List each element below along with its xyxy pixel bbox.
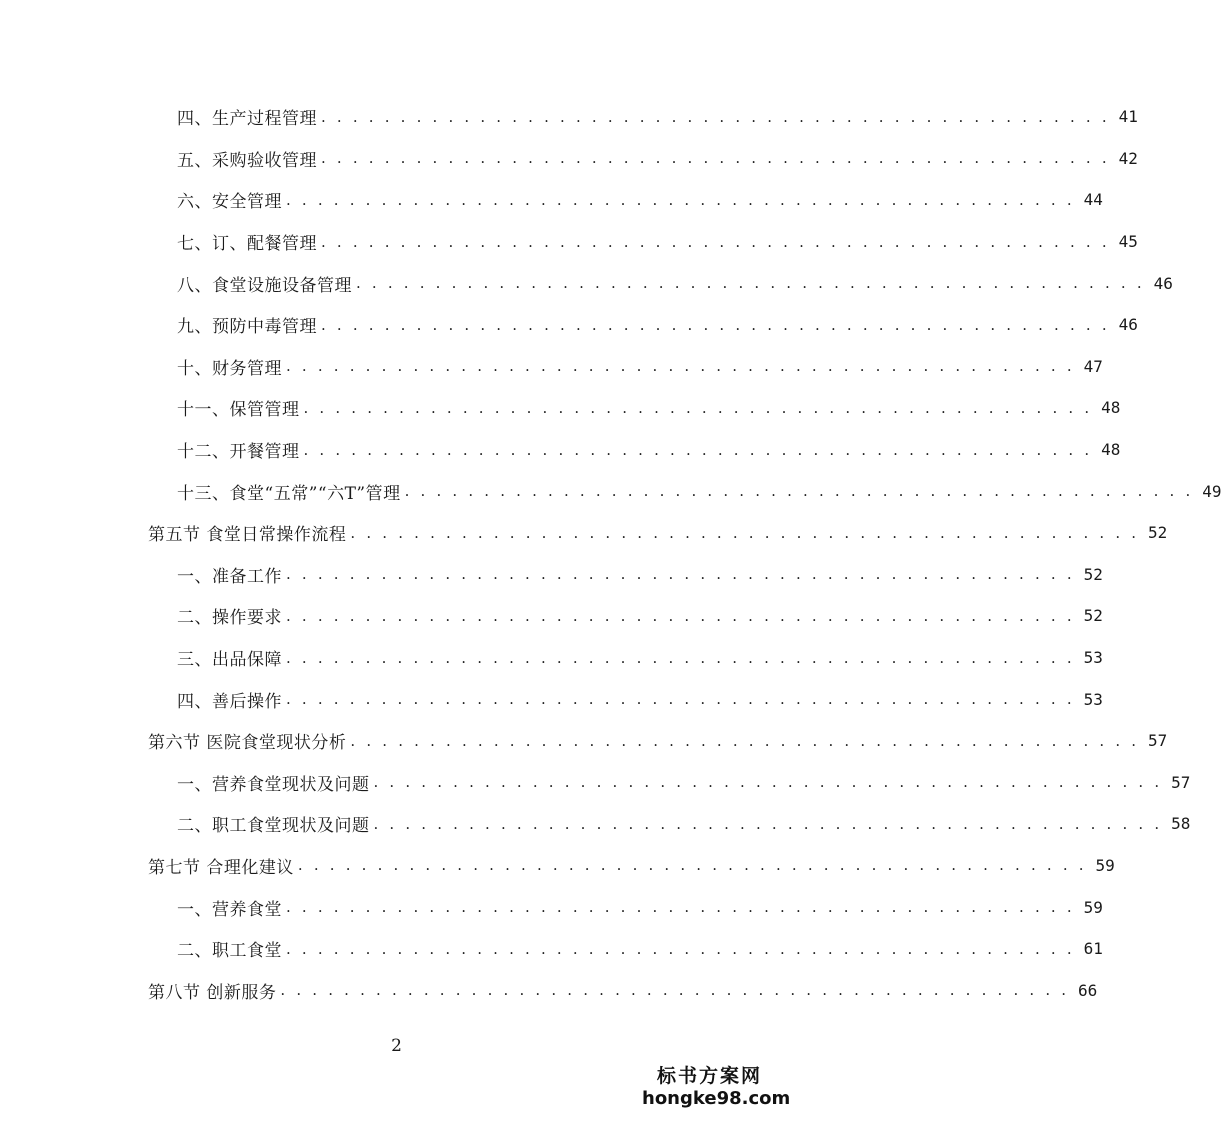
toc-entry-title: 五、采购验收管理	[177, 150, 317, 171]
toc-entry[interactable]	[0, 512, 1168, 554]
toc-leader-dots: . . . . . . . . . . . . . . . . . . . . . . . . . . . . . . . . . . . . . . . . . . . . . . . . . .	[373, 773, 1163, 792]
toc-entry-page: 48	[1101, 398, 1121, 418]
table-of-contents	[0, 96, 1221, 1011]
toc-leader-dots: . . . . . . . . . . . . . . . . . . . . . . . . . . . . . . . . . . . . . . . . . . . . . . . . . .	[321, 149, 1110, 168]
toc-leader-dots: . . . . . . . . . . . . . . . . . . . . . . . . . . . . . . . . . . . . . . . . . . . . . . . . . .	[356, 274, 1145, 293]
toc-leader-dots: . . . . . . . . . . . . . . . . . . . . . . . . . . . . . . . . . . . . . . . . . . . . . . . . . .	[321, 232, 1110, 251]
toc-entry[interactable]	[0, 678, 1103, 720]
toc-leader-dots: . . . . . . . . . . . . . . . . . . . . . . . . . . . . . . . . . . . . . . . . . . . . . . . . . .	[321, 315, 1110, 334]
toc-entry-title: 四、善后操作	[177, 691, 282, 712]
toc-leader-dots: . . . . . . . . . . . . . . . . . . . . . . . . . . . . . . . . . . . . . . . . . . . . . . . . . .	[286, 898, 1075, 917]
watermark-brand: 标书方案网	[656, 1065, 762, 1087]
toc-entry-page: 46	[1153, 273, 1173, 293]
toc-entry-title: 四、生产过程管理	[177, 109, 317, 130]
toc-entry-title: 十二、开餐管理	[177, 442, 300, 463]
toc-entry-title: 十三、食堂“五常”“六T”管理	[177, 483, 401, 504]
toc-entry[interactable]	[0, 304, 1138, 346]
toc-leader-dots: . . . . . . . . . . . . . . . . . . . . . . . . . . . . . . . . . . . . . . . . . . . . . . . . . .	[286, 357, 1075, 376]
toc-entry-page: 61	[1083, 939, 1103, 959]
toc-entry-title: 十一、保管管理	[177, 400, 300, 421]
toc-entry-page: 47	[1083, 356, 1103, 376]
toc-entry-page: 66	[1077, 980, 1098, 1000]
toc-entry[interactable]	[0, 429, 1121, 471]
toc-entry-page: 59	[1083, 897, 1103, 917]
toc-entry[interactable]	[0, 138, 1138, 180]
toc-entry[interactable]	[0, 470, 1221, 512]
toc-leader-dots: . . . . . . . . . . . . . . . . . . . . . . . . . . . . . . . . . . . . . . . . . . . . . . . . . .	[280, 981, 1070, 1000]
toc-entry-page: 58	[1171, 814, 1191, 834]
toc-leader-dots: . . . . . . . . . . . . . . . . . . . . . . . . . . . . . . . . . . . . . . . . . . . . . . . . . .	[286, 690, 1075, 709]
toc-entry[interactable]	[0, 262, 1173, 304]
toc-entry-title: 九、预防中毒管理	[177, 317, 317, 338]
toc-entry[interactable]	[0, 803, 1191, 845]
toc-entry[interactable]	[0, 845, 1115, 887]
toc-entry[interactable]	[0, 554, 1103, 596]
toc-entry-page: 53	[1083, 689, 1103, 709]
toc-entry-title: 一、营养食堂现状及问题	[177, 774, 370, 795]
toc-leader-dots: . . . . . . . . . . . . . . . . . . . . . . . . . . . . . . . . . . . . . . . . . . . . . . . . . .	[373, 814, 1163, 833]
toc-entry-title: 一、准备工作	[177, 566, 282, 587]
toc-entry-title: 二、职工食堂	[177, 941, 282, 962]
toc-entry-title: 第七节 合理化建议	[148, 857, 294, 878]
toc-leader-dots: . . . . . . . . . . . . . . . . . . . . . . . . . . . . . . . . . . . . . . . . . . . . . . . . . .	[286, 939, 1075, 958]
toc-entry[interactable]	[0, 637, 1103, 679]
toc-leader-dots: . . . . . . . . . . . . . . . . . . . . . . . . . . . . . . . . . . . . . . . . . . . . . . . . . .	[297, 856, 1087, 875]
toc-entry-title: 二、职工食堂现状及问题	[177, 816, 370, 837]
toc-entry-page: 52	[1083, 606, 1103, 626]
toc-entry-page: 57	[1147, 731, 1168, 751]
toc-leader-dots: . . . . . . . . . . . . . . . . . . . . . . . . . . . . . . . . . . . . . . . . . . . . . . . . . .	[303, 398, 1093, 417]
toc-entry-title: 一、营养食堂	[177, 899, 282, 920]
toc-leader-dots: . . . . . . . . . . . . . . . . . . . . . . . . . . . . . . . . . . . . . . . . . . . . . . . . . .	[286, 606, 1075, 625]
toc-leader-dots: . . . . . . . . . . . . . . . . . . . . . . . . . . . . . . . . . . . . . . . . . . . . . . . . . .	[350, 731, 1140, 750]
toc-entry-title: 第五节 食堂日常操作流程	[148, 525, 347, 546]
toc-entry[interactable]	[0, 387, 1121, 429]
toc-entry-page: 59	[1095, 855, 1115, 875]
toc-entry-title: 二、操作要求	[177, 608, 282, 629]
toc-entry[interactable]	[0, 179, 1103, 221]
page-number: 2	[391, 1036, 402, 1056]
toc-entry[interactable]	[0, 96, 1138, 138]
toc-leader-dots: . . . . . . . . . . . . . . . . . . . . . . . . . . . . . . . . . . . . . . . . . . . . . . . . . .	[286, 565, 1075, 584]
watermark-logo	[642, 1064, 791, 1110]
toc-entry-page: 48	[1101, 440, 1121, 460]
toc-entry-page: 46	[1118, 315, 1138, 335]
toc-entry-title: 第八节 创新服务	[148, 982, 277, 1003]
toc-entry-page: 44	[1083, 190, 1103, 210]
toc-leader-dots: . . . . . . . . . . . . . . . . . . . . . . . . . . . . . . . . . . . . . . . . . . . . . . . . . .	[286, 648, 1075, 667]
toc-entry[interactable]	[0, 969, 1098, 1011]
toc-leader-dots: . . . . . . . . . . . . . . . . . . . . . . . . . . . . . . . . . . . . . . . . . . . . . . . . . .	[350, 523, 1140, 542]
toc-entry-page: 57	[1171, 772, 1191, 792]
toc-entry-title: 六、安全管理	[177, 192, 282, 213]
toc-entry-page: 53	[1083, 648, 1103, 668]
toc-entry-title: 三、出品保障	[177, 650, 282, 671]
toc-entry[interactable]	[0, 762, 1191, 804]
toc-entry-title: 第六节 医院食堂现状分析	[148, 733, 347, 754]
toc-entry-page: 42	[1118, 148, 1138, 168]
toc-entry-page: 41	[1118, 107, 1138, 127]
toc-entry-title: 十、财务管理	[177, 358, 282, 379]
watermark-url: hongke98.com	[642, 1088, 791, 1109]
toc-leader-dots: . . . . . . . . . . . . . . . . . . . . . . . . . . . . . . . . . . . . . . . . . . . . . . . . . .	[321, 107, 1110, 126]
toc-leader-dots: . . . . . . . . . . . . . . . . . . . . . . . . . . . . . . . . . . . . . . . . . . . . . . . . . .	[404, 482, 1194, 501]
toc-entry[interactable]	[0, 221, 1138, 263]
toc-entry-title: 七、订、配餐管理	[177, 234, 317, 255]
toc-entry-title: 八、食堂设施设备管理	[177, 275, 352, 296]
toc-entry-page: 52	[1147, 523, 1168, 543]
toc-entry-page: 45	[1118, 232, 1138, 252]
toc-entry[interactable]	[0, 928, 1103, 970]
toc-entry[interactable]	[0, 886, 1103, 928]
toc-entry[interactable]	[0, 346, 1103, 388]
toc-entry[interactable]	[0, 720, 1168, 762]
toc-entry-page: 49	[1202, 481, 1221, 501]
toc-leader-dots: . . . . . . . . . . . . . . . . . . . . . . . . . . . . . . . . . . . . . . . . . . . . . . . . . .	[286, 190, 1075, 209]
toc-entry[interactable]	[0, 595, 1103, 637]
toc-leader-dots: . . . . . . . . . . . . . . . . . . . . . . . . . . . . . . . . . . . . . . . . . . . . . . . . . .	[303, 440, 1093, 459]
toc-entry-page: 52	[1083, 564, 1103, 584]
